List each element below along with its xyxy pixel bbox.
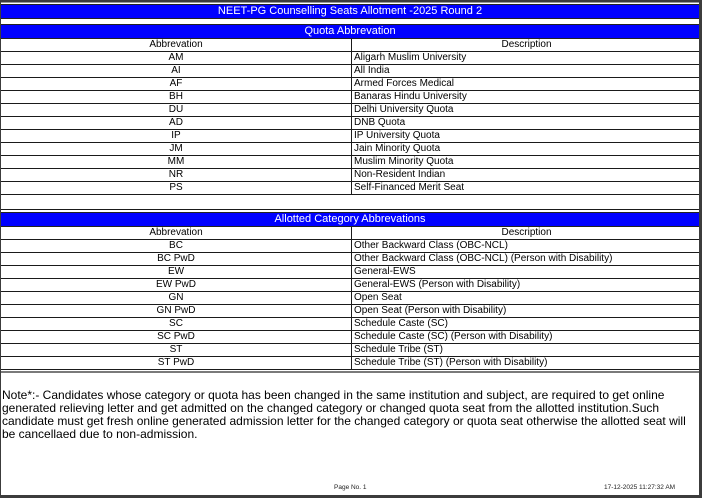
description-cell: Schedule Caste (SC)	[352, 318, 700, 331]
table-row	[1, 143, 699, 156]
abbreviation-cell: AM	[1, 52, 352, 65]
column-header-abbrevation: Abbrevation	[1, 227, 352, 240]
abbreviation-cell: GN	[1, 292, 352, 305]
abbreviation-cell: AF	[1, 78, 352, 91]
quota-section-header	[1, 24, 699, 39]
abbreviation-cell: DU	[1, 104, 352, 117]
description-cell: Self-Financed Merit Seat	[352, 182, 700, 195]
description-cell: Jain Minority Quota	[352, 143, 700, 156]
description-cell: Armed Forces Medical	[352, 78, 700, 91]
table-row	[1, 52, 699, 65]
description-cell: Delhi University Quota	[352, 104, 700, 117]
table-row	[1, 117, 699, 130]
abbreviation-cell: ST PwD	[1, 357, 352, 370]
table-row	[1, 253, 699, 266]
category-table-header	[1, 227, 699, 240]
abbreviation-cell: JM	[1, 143, 352, 156]
category-section-title: Allotted Category Abbrevations	[274, 213, 426, 225]
category-table	[1, 227, 699, 370]
table-row	[1, 240, 699, 253]
description-cell: Non-Resident Indian	[352, 169, 700, 182]
description-cell: Schedule Tribe (ST)	[352, 344, 700, 357]
report-title: NEET-PG Counselling Seats Allotment -2025 Round 2	[217, 5, 483, 17]
abbreviation-cell: EW PwD	[1, 279, 352, 292]
description-cell: Other Backward Class (OBC-NCL) (Person with Disability)	[352, 253, 700, 266]
abbreviation-cell: BC PwD	[1, 253, 352, 266]
abbreviation-cell: SC	[1, 318, 352, 331]
description-cell: Open Seat	[352, 292, 700, 305]
abbreviation-cell: BC	[1, 240, 352, 253]
quota-table-header	[1, 39, 699, 52]
table-row	[1, 91, 699, 104]
abbreviation-cell: AI	[1, 65, 352, 78]
table-row	[1, 78, 699, 91]
page-number: Page No. 1	[334, 484, 367, 491]
quota-section-title: Quota Abbrevation	[304, 25, 396, 37]
abbreviation-cell: IP	[1, 130, 352, 143]
table-row	[1, 169, 699, 182]
abbreviation-cell: SC PwD	[1, 331, 352, 344]
table-row	[1, 318, 699, 331]
table-row	[1, 65, 699, 78]
abbreviation-cell: AD	[1, 117, 352, 130]
table-row	[1, 156, 699, 169]
table-row	[1, 279, 699, 292]
column-header-description: Description	[352, 227, 700, 240]
category-section-header	[1, 212, 699, 227]
description-cell: All India	[352, 65, 700, 78]
report-title-bar	[1, 4, 699, 19]
table-row	[1, 266, 699, 279]
abbreviation-cell: MM	[1, 156, 352, 169]
abbreviation-cell: BH	[1, 91, 352, 104]
description-cell: General-EWS (Person with Disability)	[352, 279, 700, 292]
spacer-row	[1, 197, 699, 210]
description-cell: Schedule Caste (SC) (Person with Disability)	[352, 331, 700, 344]
description-cell: Banaras Hindu University	[352, 91, 700, 104]
description-cell: IP University Quota	[352, 130, 700, 143]
table-row	[1, 292, 699, 305]
description-cell: Other Backward Class (OBC-NCL)	[352, 240, 700, 253]
description-cell: DNB Quota	[352, 117, 700, 130]
table-row	[1, 357, 699, 370]
table-row	[1, 344, 699, 357]
description-cell: General-EWS	[352, 266, 700, 279]
abbreviation-cell: EW	[1, 266, 352, 279]
abbreviation-cell: NR	[1, 169, 352, 182]
table-row	[1, 130, 699, 143]
table-row	[1, 305, 699, 318]
table-row	[1, 331, 699, 344]
table-row	[1, 104, 699, 117]
table-row	[1, 182, 699, 195]
print-timestamp: 17-12-2025 11:27:32 AM	[604, 484, 676, 491]
section-divider	[1, 371, 699, 373]
report-page	[1, 2, 699, 495]
abbreviation-cell: PS	[1, 182, 352, 195]
quota-table	[1, 39, 699, 195]
column-header-description: Description	[352, 39, 700, 52]
note-text: Note*:- Candidates whose category or quota has been changed in the same institution and subject, are required to get online generated relieving letter and get admitted on the changed category or changed quota seat from the allotted institution.Such candidate must get fresh online generated admission letter for the changed category or quota seat otherwise the allotted seat will be cancellaed due to non-admission.	[2, 388, 686, 441]
column-header-abbrevation: Abbrevation	[1, 39, 352, 52]
description-cell: Aligarh Muslim University	[352, 52, 700, 65]
description-cell: Open Seat (Person with Disability)	[352, 305, 700, 318]
abbreviation-cell: GN PwD	[1, 305, 352, 318]
description-cell: Muslim Minority Quota	[352, 156, 700, 169]
description-cell: Schedule Tribe (ST) (Person with Disability)	[352, 357, 700, 370]
abbreviation-cell: ST	[1, 344, 352, 357]
